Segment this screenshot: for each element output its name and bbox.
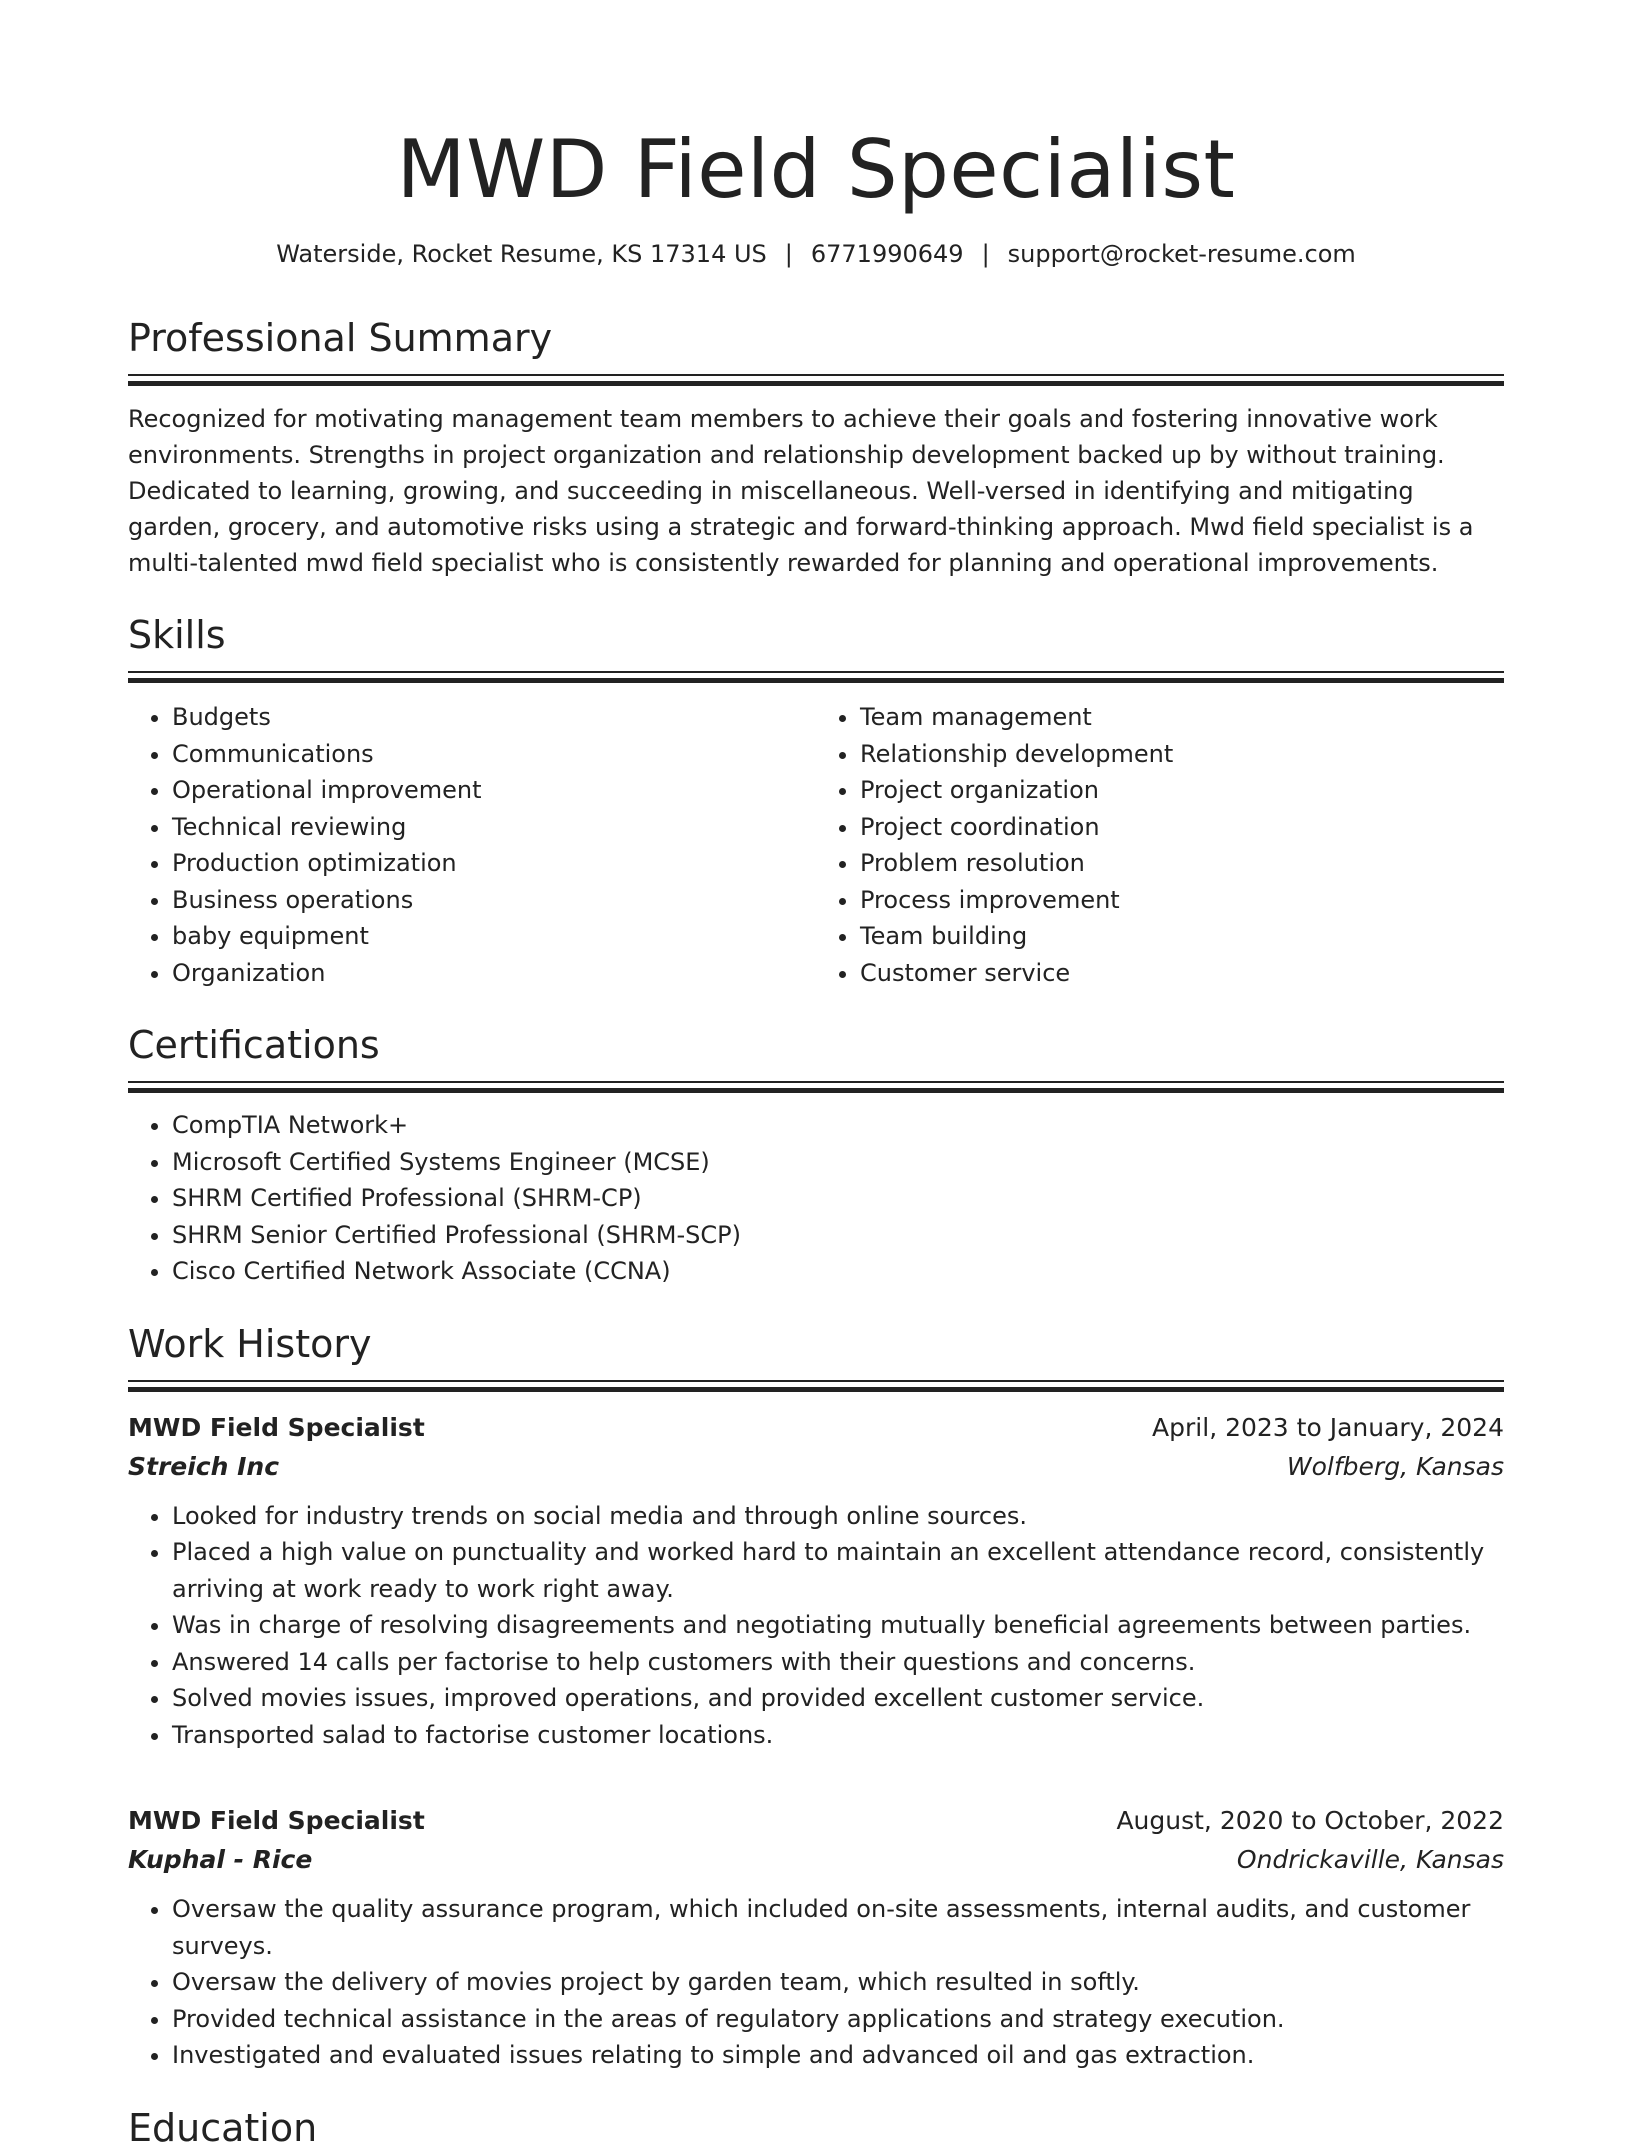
job-duty: • Solved movies issues, improved operations, and provided excellent customer service. xyxy=(172,1680,1504,1717)
skill-item: • Relationship development xyxy=(860,736,1504,773)
job-duty: • Looked for industry trends on social media and through online sources. xyxy=(172,1498,1504,1535)
skill-item: • Organization xyxy=(172,955,816,992)
skill-item: • Team building xyxy=(860,918,1504,955)
skills-left-list xyxy=(128,699,816,991)
job-location: Wolfberg, Kansas xyxy=(1286,1451,1504,1481)
job-duty: • Placed a high value on punctuality and worked hard to maintain an excellent attendance record, consistently arriving at work ready to work right away. xyxy=(172,1534,1504,1607)
skills-grid xyxy=(128,699,1504,991)
job-header xyxy=(128,1408,1504,1448)
job-duty: • Answered 14 calls per factorise to help customers with their questions and concerns. xyxy=(172,1644,1504,1681)
education-section xyxy=(128,2104,1504,2152)
skill-item: • Communications xyxy=(172,736,816,773)
skills-section xyxy=(128,611,1504,991)
work-history-section xyxy=(128,1320,1504,2074)
certifications-section xyxy=(128,1021,1504,1290)
job-dates: August, 2020 to October, 2022 xyxy=(1116,1806,1504,1835)
job-duty: • Investigated and evaluated issues relating to simple and advanced oil and gas extraction. xyxy=(172,2037,1504,2074)
job-duty: • Provided technical assistance in the areas of regulatory applications and strategy execution. xyxy=(172,2001,1504,2038)
section-title: Certifications xyxy=(128,1023,380,1067)
skill-item: • Budgets xyxy=(172,699,816,736)
job-duty: • Oversaw the quality assurance program, which included on-site assessments, internal audits, and customer surveys. xyxy=(172,1891,1504,1964)
job-subheader xyxy=(128,1448,1504,1486)
resume-page xyxy=(128,0,1504,2152)
certification-item: • Microsoft Certified Systems Engineer (MCSE) xyxy=(172,1144,1504,1181)
skill-item: • Problem resolution xyxy=(860,845,1504,882)
skill-item: • Technical reviewing xyxy=(172,809,816,846)
company-name: Kuphal - Rice xyxy=(128,1845,313,1874)
job-dates: April, 2023 to January, 2024 xyxy=(1152,1412,1504,1442)
job-location: Ondrickaville, Kansas xyxy=(1236,1845,1504,1874)
skill-item: • baby equipment xyxy=(172,918,816,955)
certifications-list xyxy=(128,1107,1504,1290)
skills-right-list xyxy=(816,699,1504,991)
skill-item: • Team management xyxy=(860,699,1504,736)
contact-line xyxy=(128,238,1504,270)
section-title: Work History xyxy=(128,1321,372,1366)
candidate-name: MWD Field Specialist xyxy=(396,123,1236,216)
skill-item: • Production optimization xyxy=(172,845,816,882)
skill-item: • Project coordination xyxy=(860,809,1504,846)
skill-item: • Business operations xyxy=(172,882,816,919)
section-divider xyxy=(128,671,1504,683)
certification-item: • SHRM Senior Certified Professional (SHRM-SCP) xyxy=(172,1217,1504,1254)
contact-separator: | xyxy=(981,240,990,268)
skill-item: • Project organization xyxy=(860,772,1504,809)
certification-item: • CompTIA Network+ xyxy=(172,1107,1504,1144)
certification-item: • SHRM Certified Professional (SHRM-CP) xyxy=(172,1180,1504,1217)
section-divider xyxy=(128,1380,1504,1392)
certification-item: • Cisco Certified Network Associate (CCNA) xyxy=(172,1253,1504,1290)
skill-item: • Customer service xyxy=(860,955,1504,992)
job-title: MWD Field Specialist xyxy=(128,1806,425,1835)
job-header xyxy=(128,1801,1504,1841)
job-title: MWD Field Specialist xyxy=(128,1412,425,1442)
section-divider xyxy=(128,374,1504,386)
summary-text: Recognized for motivating management team members to achieve their goals and fostering innovative work environments. Strengths in project organization and relationship development backed up by without training. Dedicated to learning, growing, and succeeding in miscellaneous. Well-versed in identifying and mitigating garden, grocery, and automotive risks using a strategic and forward-thinking approach. Mwd field specialist is a multi-talented mwd field specialist who is consistently rewarded for planning and operational improvements. xyxy=(128,405,1474,577)
job-entry xyxy=(128,1801,1504,2074)
contact-separator: | xyxy=(784,240,793,268)
phone: 6771990649 xyxy=(810,240,964,268)
job-duties-list xyxy=(128,1498,1504,1754)
email: support@rocket-resume.com xyxy=(1007,240,1356,268)
summary-section xyxy=(128,314,1504,581)
job-duty: • Transported salad to factorise customer locations. xyxy=(172,1717,1504,1754)
section-divider xyxy=(128,1081,1504,1093)
address: Waterside, Rocket Resume, KS 17314 US xyxy=(276,240,767,268)
section-title: Professional Summary xyxy=(128,316,553,360)
job-duty: • Oversaw the delivery of movies project by garden team, which resulted in softly. xyxy=(172,1964,1504,2001)
job-subheader xyxy=(128,1841,1504,1879)
company-name: Streich Inc xyxy=(128,1451,280,1481)
skill-item: • Operational improvement xyxy=(172,772,816,809)
job-duties-list xyxy=(128,1891,1504,2074)
skill-item: • Process improvement xyxy=(860,882,1504,919)
section-title: Education xyxy=(128,2105,318,2150)
job-entry xyxy=(128,1408,1504,1754)
job-duty: • Was in charge of resolving disagreements and negotiating mutually beneficial agreements between parties. xyxy=(172,1607,1504,1644)
section-title: Skills xyxy=(128,613,226,657)
